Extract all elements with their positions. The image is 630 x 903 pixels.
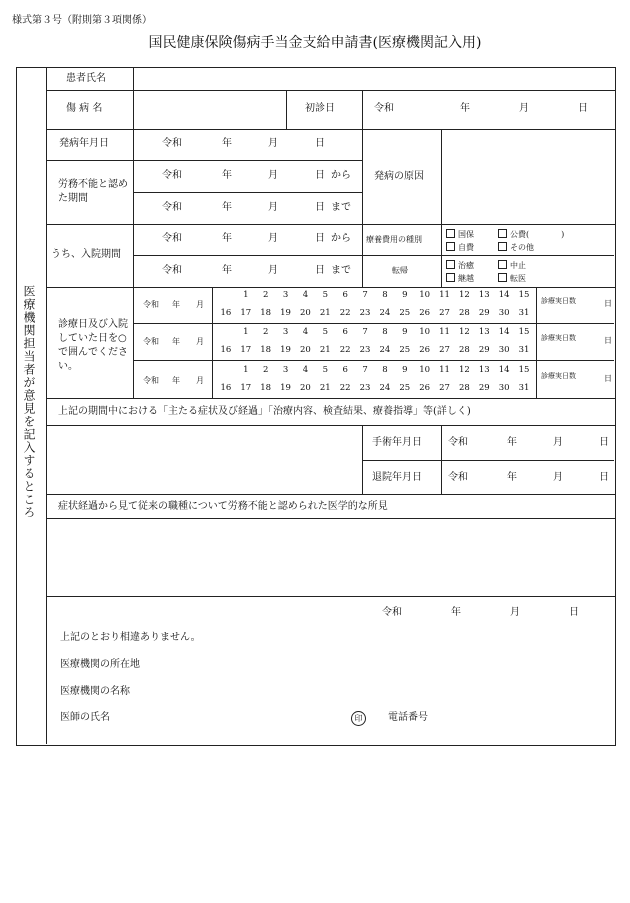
day-number[interactable]: 30 [498,308,510,318]
era-label: 令和 [143,337,159,346]
cost-option-kokuho[interactable]: 国保 [446,229,474,239]
day-number[interactable]: 31 [518,345,530,355]
day-number[interactable]: 23 [359,383,371,393]
day-number[interactable]: 8 [382,365,388,375]
day-number[interactable]: 14 [498,327,510,337]
day-unit: 日 [315,202,325,213]
day-number[interactable]: 29 [478,308,490,318]
day-number[interactable]: 25 [399,345,411,355]
day-unit: 日 [604,299,612,308]
day-grid-row1[interactable] [216,328,534,337]
day-number[interactable]: 22 [339,383,351,393]
day-number[interactable]: 5 [322,365,329,375]
day-number[interactable]: 18 [260,345,272,355]
day-number[interactable]: 10 [419,327,431,337]
month-unit: 月 [553,472,563,483]
day-number[interactable]: 20 [300,308,311,318]
year-unit: 年 [222,233,232,244]
day-number[interactable]: 4 [302,365,309,375]
day-number[interactable]: 24 [379,345,391,355]
year-unit: 年 [222,170,232,181]
day-number[interactable]: 3 [282,365,289,375]
day-number[interactable]: 17 [240,383,252,393]
day-number[interactable]: 12 [459,365,470,375]
month-unit: 月 [196,337,204,346]
day-grid-row1[interactable] [216,366,534,375]
day-number[interactable]: 17 [240,308,252,318]
day-number[interactable]: 12 [459,290,470,300]
day-number[interactable]: 16 [220,383,232,393]
year-unit: 年 [507,472,517,483]
day-number[interactable]: 28 [459,345,470,355]
facility-address-label: 医療機関の所在地 [60,659,140,670]
day-number[interactable]: 1 [243,290,249,300]
day-number[interactable]: 23 [359,345,371,355]
month-unit: 月 [268,170,278,181]
day-number[interactable]: 11 [439,365,450,375]
day-number[interactable]: 29 [478,345,490,355]
doctor-name-field[interactable] [140,709,340,727]
doctor-name-label: 医師の氏名 [60,712,110,723]
era-label: 令和 [382,607,402,618]
day-number[interactable]: 20 [300,345,311,355]
day-number[interactable]: 9 [402,290,408,300]
day-number[interactable]: 29 [478,383,490,393]
year-unit: 年 [460,103,470,114]
symptoms-label: 上記の期間中における「主たる症状及び経過」「治療内容、検査結果、療養指導」等(詳しく) [58,406,471,417]
day-number[interactable]: 25 [399,383,411,393]
era-label: 令和 [143,300,159,309]
era-label: 令和 [162,202,182,213]
patient-name-field[interactable] [135,69,611,88]
month-unit: 月 [268,233,278,244]
day-unit: 日 [315,233,325,244]
day-number[interactable]: 27 [439,308,450,318]
day-grid-row2[interactable] [216,346,534,355]
day-number[interactable]: 11 [439,290,450,300]
day-number[interactable]: 21 [319,308,331,318]
day-number[interactable]: 3 [282,327,289,337]
day-number[interactable]: 27 [439,383,450,393]
to-label: まで [331,265,351,276]
day-number[interactable]: 18 [260,383,272,393]
year-unit: 年 [172,337,180,346]
day-unit: 日 [599,472,609,483]
day-unit: 日 [315,138,325,149]
day-number[interactable]: 9 [402,327,408,337]
cost-option-other[interactable]: その他 [498,242,534,252]
year-unit: 年 [451,607,461,618]
day-grid-row2[interactable] [216,384,534,393]
day-number[interactable]: 2 [262,327,269,337]
from-label: から [331,233,351,244]
era-label: 令和 [448,472,468,483]
day-unit: 日 [604,336,612,345]
outcome-label: 転帰 [392,266,408,275]
era-label: 令和 [162,138,182,149]
injury-name-field[interactable] [135,92,283,127]
hospitalization-label: うち、入院期間 [51,249,121,260]
day-number[interactable]: 31 [518,308,530,318]
day-number[interactable]: 13 [478,365,490,375]
incapacity-period-label: 労務不能と認めた期間 [58,179,128,204]
day-number[interactable]: 15 [518,290,530,300]
day-number[interactable]: 21 [319,383,331,393]
day-number[interactable]: 24 [379,308,391,318]
year-unit: 年 [222,265,232,276]
day-number[interactable]: 4 [302,290,309,300]
day-number[interactable]: 7 [362,290,368,300]
day-grid-row1[interactable] [216,291,534,300]
day-number[interactable]: 8 [382,327,388,337]
injury-name-label: 傷 病 名 [66,103,103,114]
day-unit: 日 [604,374,612,383]
day-grid-row2[interactable] [216,309,534,318]
year-unit: 年 [222,202,232,213]
outcome-option-cured[interactable]: 治癒 [446,260,474,270]
day-number[interactable]: 22 [339,345,351,355]
cause-field[interactable] [443,131,611,222]
outcome-option-continued[interactable]: 継越 [446,273,474,283]
day-number[interactable]: 10 [419,365,431,375]
day-number[interactable]: 23 [359,308,371,318]
day-number[interactable]: 18 [260,308,272,318]
side-label: 医療機関担当者が意見を記入するところ [22,285,36,519]
day-number[interactable]: 15 [518,365,530,375]
actual-days-label: 診療実日数 [541,334,576,342]
phone-field[interactable] [440,709,600,727]
month-unit: 月 [268,265,278,276]
discharge-date-label: 退院年月日 [372,472,422,483]
day-unit: 日 [315,170,325,181]
era-label: 令和 [374,103,394,114]
surgery-date-label: 手術年月日 [372,437,422,448]
day-number[interactable]: 13 [478,327,490,337]
day-number[interactable]: 14 [498,365,510,375]
month-unit: 月 [553,437,563,448]
actual-days-label: 診療実日数 [541,297,576,305]
cause-label: 発病の原因 [374,171,424,182]
month-unit: 月 [268,138,278,149]
day-number[interactable]: 10 [419,290,431,300]
day-number[interactable]: 7 [362,365,368,375]
to-label: まで [331,202,351,213]
day-number[interactable]: 15 [518,327,530,337]
day-unit: 日 [315,265,325,276]
day-number[interactable]: 5 [322,327,329,337]
cost-type-label: 療養費用の種別 [366,235,422,244]
day-number[interactable]: 13 [478,290,490,300]
onset-date-label: 発病年月日 [59,138,109,149]
phone-label: 電話番号 [388,712,428,723]
day-number[interactable]: 16 [220,345,232,355]
day-number[interactable]: 9 [402,365,408,375]
facility-address-field[interactable] [160,656,600,674]
day-number[interactable]: 6 [342,290,348,300]
day-number[interactable]: 14 [498,290,510,300]
era-label: 令和 [143,376,159,385]
era-label: 令和 [162,233,182,244]
day-number[interactable]: 7 [362,327,368,337]
day-number[interactable]: 1 [243,327,249,337]
day-number[interactable]: 26 [419,345,431,355]
month-unit: 月 [268,202,278,213]
day-number[interactable]: 19 [280,383,291,393]
day-number[interactable]: 21 [319,345,331,355]
month-unit: 月 [196,300,204,309]
day-number[interactable]: 6 [342,327,348,337]
month-unit: 月 [510,607,520,618]
day-number[interactable]: 19 [280,308,291,318]
cost-option-kouhi[interactable]: 公費( ) [498,229,564,239]
outcome-option-transfer[interactable]: 転医 [498,273,526,283]
day-number[interactable]: 19 [280,345,291,355]
day-number[interactable]: 28 [459,383,470,393]
day-number[interactable]: 30 [498,383,510,393]
month-unit: 月 [196,376,204,385]
opinion-field[interactable] [49,520,611,594]
day-number[interactable]: 2 [262,290,269,300]
facility-name-field[interactable] [160,683,600,701]
form-number: 様式第３号（附則第３項関係） [12,15,152,26]
day-number[interactable]: 2 [262,365,269,375]
actual-days-label: 診療実日数 [541,372,576,380]
symptoms-field[interactable] [49,427,360,492]
day-number[interactable]: 8 [382,290,388,300]
day-number[interactable]: 24 [379,383,391,393]
from-label: から [331,170,351,181]
year-unit: 年 [172,376,180,385]
era-label: 令和 [448,437,468,448]
day-number[interactable]: 1 [243,365,249,375]
day-number[interactable]: 12 [459,327,470,337]
year-unit: 年 [172,300,180,309]
day-number[interactable]: 5 [322,290,329,300]
first-visit-label: 初診日 [305,103,335,114]
day-number[interactable]: 31 [518,383,530,393]
day-number[interactable]: 25 [399,308,411,318]
facility-name-label: 医療機関の名称 [60,686,130,697]
day-number[interactable]: 17 [240,345,252,355]
day-number[interactable]: 11 [439,327,450,337]
patient-name-label: 患者氏名 [66,73,106,84]
seal-icon: 印 [351,711,366,726]
visit-days-label: 診療日及び入院していた日を○で囲んでください。 [58,319,128,372]
day-number[interactable]: 3 [282,290,289,300]
day-unit: 日 [599,437,609,448]
day-number[interactable]: 4 [302,327,309,337]
day-number[interactable]: 6 [342,365,348,375]
opinion-label: 症状経過から見て従来の職種について労務不能と認められた医学的な所見 [58,501,388,512]
day-number[interactable]: 28 [459,308,470,318]
day-number[interactable]: 22 [339,308,351,318]
outcome-option-stopped[interactable]: 中止 [498,260,526,270]
day-number[interactable]: 27 [439,345,450,355]
year-unit: 年 [222,138,232,149]
era-label: 令和 [162,170,182,181]
certification-statement: 上記のとおり相違ありません。 [60,632,201,643]
cost-option-jihi[interactable]: 自費 [446,242,474,252]
day-unit: 日 [569,607,579,618]
day-number[interactable]: 30 [498,345,510,355]
page-title: 国民健康保険傷病手当金支給申請書(医療機関記入用) [148,35,482,51]
year-unit: 年 [507,437,517,448]
day-number[interactable]: 26 [419,383,431,393]
day-number[interactable]: 26 [419,308,431,318]
day-unit: 日 [578,103,588,114]
era-label: 令和 [162,265,182,276]
day-number[interactable]: 20 [300,383,311,393]
day-number[interactable]: 16 [220,308,232,318]
month-unit: 月 [519,103,529,114]
